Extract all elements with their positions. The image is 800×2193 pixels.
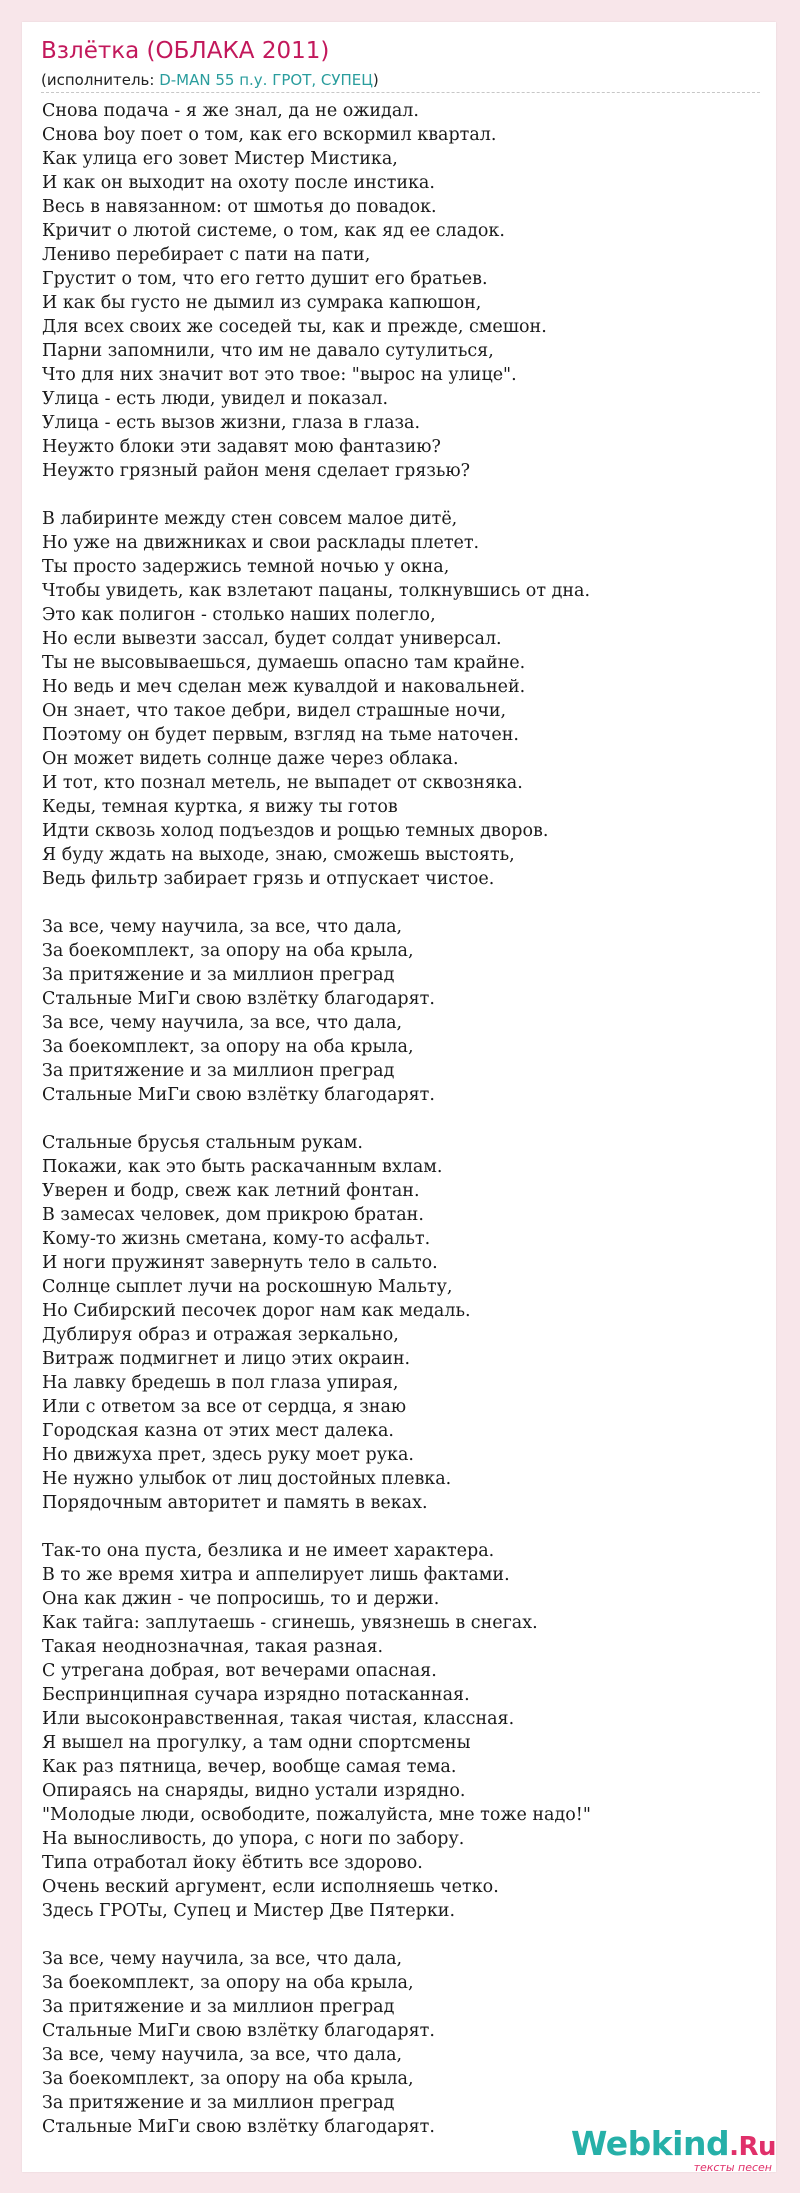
lyric-line: Но уже на движниках и свои расклады плетет. <box>42 533 480 553</box>
lyric-line: Стальные МиГи свою взлётку благодарят. <box>42 2021 435 2041</box>
lyric-line: Это как полигон - столько наших полегло, <box>42 605 436 625</box>
lyrics-stanza <box>42 99 772 483</box>
lyric-line: Так-то она пуста, безлика и не имеет характера. <box>42 1541 495 1561</box>
lyric-line: Ты не высовываешься, думаешь опасно там крайне. <box>42 653 526 673</box>
lyric-line: Поэтому он будет первым, взгляд на тьме наточен. <box>42 725 519 745</box>
lyric-line: В лабиринте между стен совсем малое дитё, <box>42 509 458 529</box>
lyric-line: За притяжение и за миллион преград <box>42 965 395 985</box>
lyric-line: Городская казна от этих мест далека. <box>42 1421 394 1441</box>
lyric-line: Здесь ГРОТы, Супец и Мистер Две Пятерки. <box>42 1901 456 1921</box>
lyric-line: Но Сибирский песочек дорог нам как медаль. <box>42 1301 471 1321</box>
lyric-line: Ведь фильтр забирает грязь и отпускает чистое. <box>42 869 495 889</box>
lyric-line: За все, чему научила, за все, что дала, <box>42 1013 403 1033</box>
lyric-line: Как тайга: заплутаешь - сгинешь, увязнешь в снегах. <box>42 1613 538 1633</box>
lyric-line: За притяжение и за миллион преград <box>42 2093 395 2113</box>
lyric-line: Типа отработал йоку ёбтить все здорово. <box>42 1853 423 1873</box>
lyric-line: Покажи, как это быть раскачанным вхлам. <box>42 1157 443 1177</box>
lyric-line: Кричит о лютой системе, о том, как яд ее сладок. <box>42 221 505 241</box>
lyric-line: "Молодые люди, освободите, пожалуйста, мне тоже надо!" <box>42 1805 591 1825</box>
lyric-line: Идти сквозь холод подъездов и рощью темных дворов. <box>42 821 549 841</box>
lyric-line: Стальные МиГи свою взлётку благодарят. <box>42 989 435 1009</box>
lyric-line: За все, чему научила, за все, что дала, <box>42 2045 403 2065</box>
lyric-line: Снова boy поет о том, как его вскормил квартал. <box>42 125 497 145</box>
lyric-line: Он может видеть солнце даже через облака. <box>42 749 459 769</box>
lyric-line: Снова подача - я же знал, да не ожидал. <box>42 101 419 121</box>
lyric-line: Стальные брусья стальным рукам. <box>42 1133 363 1153</box>
lyric-line: Как улица его зовет Мистер Мистика, <box>42 149 398 169</box>
lyric-line: Стальные МиГи свою взлётку благодарят. <box>42 1085 435 1105</box>
lyric-line: Не нужно улыбок от лиц достойных плевка. <box>42 1469 452 1489</box>
lyric-line: Очень веский аргумент, если исполняешь четко. <box>42 1877 499 1897</box>
lyric-line: Или высоконравственная, такая чистая, классная. <box>42 1709 515 1729</box>
lyric-line: Дублируя образ и отражая зеркально, <box>42 1325 399 1345</box>
logo-name: Webkind <box>570 2124 730 2163</box>
lyrics-stanza <box>42 915 772 1107</box>
song-meta <box>41 71 760 93</box>
lyrics-body <box>42 99 772 2163</box>
lyric-line: Она как джин - че попросишь, то и держи. <box>42 1589 440 1609</box>
lyric-line: Ты просто задержись темной ночью у окна, <box>42 557 450 577</box>
lyric-line: За притяжение и за миллион преград <box>42 1997 395 2017</box>
lyric-line: Грустит о том, что его гетто душит его братьев. <box>42 269 488 289</box>
lyric-line: За боекомплект, за опору на оба крыла, <box>42 941 414 961</box>
lyric-line: Улица - есть вызов жизни, глаза в глаза. <box>42 413 421 433</box>
lyric-line: За все, чему научила, за все, что дала, <box>42 917 403 937</box>
lyric-line: За боекомплект, за опору на оба крыла, <box>42 1037 414 1057</box>
lyric-line: И тот, кто познал метель, не выпадет от сквозняка. <box>42 773 523 793</box>
lyrics-stanza <box>42 1539 772 1923</box>
lyric-line: За все, чему научила, за все, что дала, <box>42 1949 403 1969</box>
lyric-line: Для всех своих же соседей ты, как и прежде, смешон. <box>42 317 547 337</box>
lyric-line: Стальные МиГи свою взлётку благодарят. <box>42 2117 435 2137</box>
lyric-line: За боекомплект, за опору на оба крыла, <box>42 1973 414 1993</box>
lyric-line: Беспринципная сучара изрядно потасканная. <box>42 1685 470 1705</box>
lyric-line: Такая неоднозначная, такая разная. <box>42 1637 384 1657</box>
lyric-line: Лениво перебирает с пати на пати, <box>42 245 371 265</box>
lyric-line: Я вышел на прогулку, а там одни спортсмены <box>42 1733 471 1753</box>
lyrics-stanza <box>42 1947 772 2139</box>
lyric-line: За боекомплект, за опору на оба крыла, <box>42 2069 414 2089</box>
song-title: Взлётка (ОБЛАКА 2011) <box>41 38 330 64</box>
lyric-line: Но движуха прет, здесь руку моет рука. <box>42 1445 414 1465</box>
lyric-line: Порядочным авторитет и память в веках. <box>42 1493 428 1513</box>
lyric-line: Солнце сыплет лучи на роскошную Мальту, <box>42 1277 453 1297</box>
lyric-line: Уверен и бодр, свеж как летний фонтан. <box>42 1181 420 1201</box>
lyric-line: С утрегана добрая, вот вечерами опасная. <box>42 1661 437 1681</box>
lyric-line: Но ведь и меч сделан меж кувалдой и наковальней. <box>42 677 526 697</box>
logo-wordmark <box>570 2124 776 2164</box>
lyric-line: Чтобы увидеть, как взлетают пацаны, толкнувшись от дна. <box>42 581 591 601</box>
lyric-line: Улица - есть люди, увидел и показал. <box>42 389 389 409</box>
lyric-line: Как раз пятница, вечер, вообще самая тема. <box>42 1757 457 1777</box>
lyric-line: Парни запомнили, что им не давало сутулиться, <box>42 341 494 361</box>
lyric-line: Весь в навязанном: от шмотья до повадок. <box>42 197 437 217</box>
lyric-line: Он знает, что такое дебри, видел страшные ночи, <box>42 701 507 721</box>
lyric-line: И как он выходит на охоту после инстика. <box>42 173 435 193</box>
lyrics-stanza <box>42 507 772 891</box>
lyric-line: Опираясь на снаряды, видно устали изрядно. <box>42 1781 466 1801</box>
logo-tld: .Ru <box>729 2132 776 2162</box>
lyric-line: Неужто блоки эти задавят мою фантазию? <box>42 437 441 457</box>
lyric-line: Кеды, темная куртка, я вижу ты готов <box>42 797 398 817</box>
lyric-line: Или с ответом за все от сердца, я знаю <box>42 1397 407 1417</box>
artist-link[interactable]: D-MAN 55 п.у. ГРОТ, СУПЕЦ <box>159 71 373 89</box>
lyric-line: На выносливость, до упора, с ноги по забору. <box>42 1829 465 1849</box>
lyric-line: Неужто грязный район меня сделает грязью? <box>42 461 471 481</box>
site-logo[interactable] <box>570 2124 776 2174</box>
lyric-line: Кому-то жизнь сметана, кому-то асфальт. <box>42 1229 431 1249</box>
lyric-line: В замесах человек, дом прикрою братан. <box>42 1205 424 1225</box>
artist-prefix: (исполнитель: <box>41 71 160 89</box>
lyric-line: В то же время хитра и аппелирует лишь фактами. <box>42 1565 510 1585</box>
lyric-line: Я буду ждать на выходе, знаю, сможешь выстоять, <box>42 845 515 865</box>
lyric-line: И ноги пружинят завернуть тело в сальто. <box>42 1253 438 1273</box>
lyrics-stanza <box>42 1131 772 1515</box>
lyric-line: За притяжение и за миллион преград <box>42 1061 395 1081</box>
lyric-line: Но если вывезти зассал, будет солдат универсал. <box>42 629 502 649</box>
lyric-line: И как бы густо не дымил из сумрака капюшон, <box>42 293 482 313</box>
lyric-line: Что для них значит вот это твое: "вырос на улице". <box>42 365 517 385</box>
artist-suffix: ) <box>372 71 379 89</box>
lyric-line: Витраж подмигнет и лицо этих окраин. <box>42 1349 411 1369</box>
lyric-line: На лавку бредешь в пол глаза упирая, <box>42 1373 399 1393</box>
logo-tagline: тексты песен <box>693 2161 772 2174</box>
